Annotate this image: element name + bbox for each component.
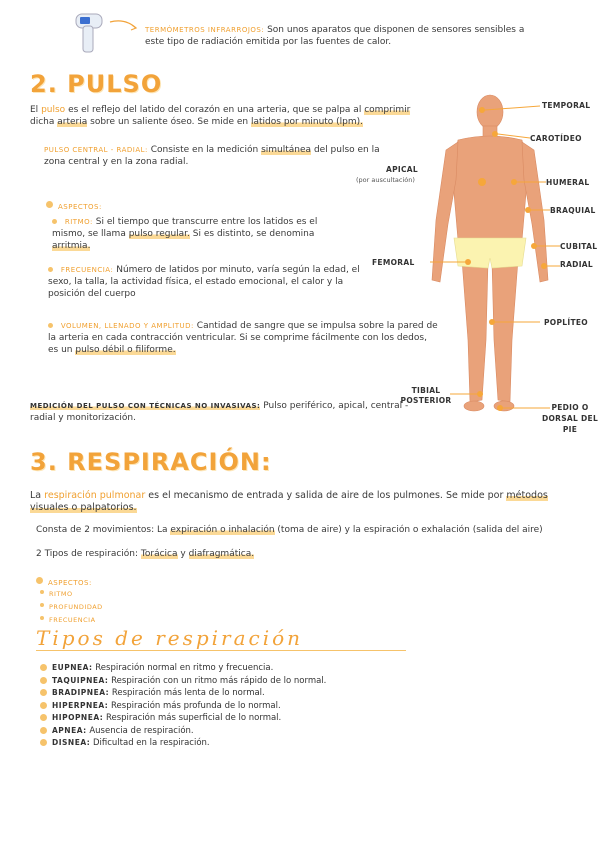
bullet-icon [36,577,43,584]
resp-tipo-desc: Respiración con un ritmo más rápido de lo normal. [111,675,327,686]
thermometer-icon [70,8,140,56]
respiracion-aspectos-list [40,586,103,625]
bullet-icon [40,739,47,746]
resp-intro-word: respiración pulmonar [44,490,146,501]
resp-intro-word2: métodos visuales o palpatorios. [30,490,548,513]
pulso-central-word: simultánea [261,145,312,155]
respiracion-intro [30,490,580,514]
resp-tipo-name: HIPERPNEA: [52,700,109,710]
pulso-frecuencia-label: FRECUENCIA: [60,266,114,274]
resp-tipo-desc: Respiración más superficial de lo normal. [105,713,282,723]
bullet-icon [40,714,47,721]
resp-tipo-desc: Dificultad en la respiración. [92,738,210,748]
list-item [40,612,103,625]
pulso-central [44,144,384,168]
pulso-aspectos-title [46,194,102,213]
respiracion-tipos [36,548,536,560]
list-item [40,586,103,599]
bullet-icon [48,267,53,272]
list-item [40,675,326,688]
list-item [40,737,326,750]
pulso-intro-word: pulso [41,105,66,115]
list-item [40,662,326,675]
label-braquial: BRAQUIAL [550,206,596,215]
pulso-intro-text4: sobre un saliente óseo. Se mide en [90,117,249,127]
pulso-intro-word4: latidos por minuto (lpm). [251,117,364,127]
pulso-intro-word3: arteria [57,117,88,127]
resp-intro-text1: La [30,490,42,501]
label-cubital: CUBITAL [560,242,598,251]
pulso-volumen [48,320,438,356]
bullet-icon [40,702,47,709]
bullet-icon [48,323,53,328]
respiracion-consta [36,524,586,536]
thermo-paragraph [145,24,545,48]
bullet-icon [40,727,47,734]
list-item [40,712,326,725]
resp-tipo-name: HIPOPNEA: [52,713,104,722]
resp-aspecto-profundidad: PROFUNDIDAD [49,603,103,611]
resp-tipos-word2: diafragmática. [188,549,255,559]
pulso-ritmo-word1: pulso regular. [128,229,190,239]
resp-tipo-desc: Respiración más profunda de lo normal. [111,700,281,711]
tipos-respiracion-title: Tipos de respiración [36,626,406,651]
pulso-intro-word2: comprimir [364,105,411,115]
pulso-medicion-label: MEDICIÓN DEL PULSO CON TÉCNICAS NO INVASIVAS: [30,402,261,410]
list-item [40,700,326,713]
bullet-icon [52,219,57,224]
bullet-icon [40,689,47,696]
pulso-ritmo-text1: Si el tiempo que transcurre entre los latidos es el mismo, se llama [52,217,318,239]
resp-tipo-desc: Respiración normal en ritmo y frecuencia. [95,663,274,673]
tipos-respiracion-list [40,662,326,750]
pulso-volumen-word: pulso débil o filiforme. [75,345,176,355]
label-femoral: FEMORAL [372,258,415,267]
label-popliteo: POPLÍTEO [544,318,588,327]
label-humeral: HUMERAL [546,178,590,187]
label-tibial: TIBIAL POSTERIOR [400,386,452,405]
pulso-ritmo-word2: arritmia. [52,241,91,251]
resp-tipos-text1: 2 Tipos de respiración: [36,549,139,559]
pulso-ritmo-text2: Si es distinto, se denomina [192,229,315,239]
resp-tipo-name: APNEA: [52,725,87,735]
resp-intro-text2: es el mecanismo de entrada y salida de aire de los pulmones. Se mide por [148,490,504,501]
pulso-medicion-text: Pulso periférico, apical, central - radial y monitorización. [30,401,409,423]
pulso-aspectos-label: ASPECTOS: [58,203,102,211]
pulso-medicion [30,400,410,424]
pulso-ritmo [52,216,352,252]
label-radial: RADIAL [560,260,593,269]
resp-aspectos-label: ASPECTOS: [48,579,92,587]
resp-tipo-name: TAQUIPNEA: [52,675,109,685]
label-temporal: TEMPORAL [542,101,591,110]
respiracion-title: 3. RESPIRACIÓN: [30,448,272,476]
bullet-icon [40,603,44,607]
label-apical: APICAL [386,165,418,174]
thermo-text: Son unos aparatos que disponen de sensores sensibles a este tipo de radiación emitida por las fuentes de calor. [145,25,525,47]
resp-tipo-name: DISNEA: [52,738,91,747]
bullet-icon [40,590,44,594]
label-carotideo: CAROTÍDEO [530,134,582,143]
resp-tipo-desc: Respiración más lenta de lo normal. [111,688,265,698]
pulso-intro [30,104,420,128]
resp-tipo-name: BRADIPNEA: [52,688,110,697]
bullet-icon [40,616,44,620]
pulso-title: 2. PULSO [30,70,163,98]
resp-tipo-desc: Ausencia de respiración. [89,725,194,736]
pulso-volumen-label: VOLUMEN, LLENADO Y AMPLITUD: [60,322,194,330]
thermo-label: TERMÓMETROS INFRARROJOS: [145,26,265,34]
resp-tipos-word1: Torácica [140,549,178,559]
resp-consta-text2: (toma de aire) y la espiración o exhalación (salida del aire) [277,525,543,535]
list-item [40,599,103,612]
resp-tipo-name: EUPNEA: [52,663,93,672]
resp-consta-word: expiración o inhalación [170,525,275,535]
list-item [40,725,326,738]
bullet-icon [46,201,53,208]
label-pedio: PEDIO O DORSAL DEL PIE [541,403,599,434]
pulso-ritmo-label: RITMO: [64,218,93,226]
resp-tipos-text2: y [180,549,186,559]
pulso-volumen-text: Cantidad de sangre que se impulsa sobre la pared de la arteria en cada contracción ventricular. Si se comprime fácilmente con los dedos, es un [48,321,438,355]
pulso-intro-text2: es el reflejo del latido del corazón en una arteria, que se palpa al [68,105,362,115]
pulso-frecuencia-text: Número de latidos por minuto, varía según la edad, el sexo, la talla, la actividad física, el estado emocional, el calor y la posición del cuerpo [48,265,360,299]
label-apical-sub: (por auscultación) [356,176,415,184]
resp-consta-text1: Consta de 2 movimientos: La [36,525,168,535]
pulso-central-text1: Consiste en la medición [150,145,259,155]
resp-aspecto-ritmo: RITMO [49,590,73,598]
pulso-frecuencia [48,264,368,300]
pulso-intro-text3: dicha [30,117,55,127]
resp-aspecto-frecuencia: FRECUENCIA [49,616,96,624]
pulso-intro-text1: El [30,105,39,115]
pulso-central-label: PULSO CENTRAL - RADIAL: [44,146,148,154]
list-item [40,687,326,700]
pulso-central-text2: del pulso en la zona central y en la zona radial. [44,145,380,167]
bullet-icon [40,677,47,684]
bullet-icon [40,664,47,671]
